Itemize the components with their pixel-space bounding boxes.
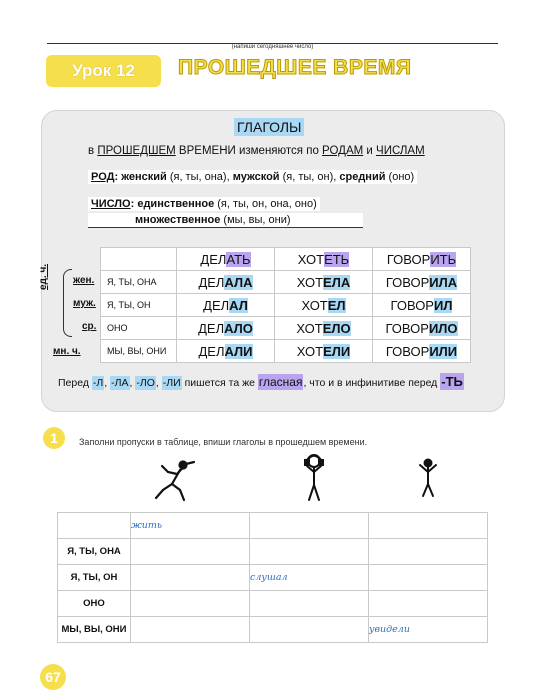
number-plural-pronouns: (мы, вы, они) <box>220 214 291 226</box>
verb-ending: ЕЛА <box>323 274 351 290</box>
infinitive-suffix-badge: -ТЬ <box>441 374 463 389</box>
suffix-badge: -ЛИ <box>162 377 181 389</box>
exercise-table <box>57 512 488 643</box>
verb-stem: ГОВОР <box>385 343 430 359</box>
verb-stem: ХОТ <box>296 343 324 359</box>
answer-cell[interactable]: слушал <box>250 565 369 591</box>
singular-side-label: ед. ч. <box>38 263 49 290</box>
jumping-figure-icon <box>150 458 205 506</box>
gender-masculine: мужской <box>232 171 280 183</box>
table-row <box>101 340 471 363</box>
table-row <box>58 565 488 591</box>
answer-cell[interactable] <box>131 565 250 591</box>
answer-cell[interactable] <box>369 565 488 591</box>
answer-cell[interactable] <box>250 513 369 539</box>
pronoun-cell: ОНО <box>101 317 177 340</box>
table-row <box>101 248 471 271</box>
seeing-figure-icon <box>415 456 441 500</box>
number-plural-line <box>88 213 363 228</box>
verb-ending: АЛО <box>224 320 253 336</box>
number-plural: множественное <box>135 214 221 226</box>
listening-figure-icon <box>297 452 333 504</box>
gender-masculine-pronouns: (я, ты, он), <box>279 171 340 183</box>
verb-stem: ДЕЛ <box>198 274 225 290</box>
vowel-badge: гласная <box>258 375 303 389</box>
verb-ending: ИЛИ <box>429 343 458 359</box>
pronoun-cell <box>58 513 131 539</box>
conjugation-table <box>100 247 471 363</box>
rule-text: ВРЕМЕНИ изменяются по <box>175 145 323 157</box>
verb-cell <box>177 271 275 294</box>
table-row <box>58 591 488 617</box>
answer-cell[interactable] <box>250 539 369 565</box>
verb-cell <box>177 340 275 363</box>
rule-word-numbers: ЧИСЛАМ <box>376 145 425 157</box>
verb-ending: АЛ <box>229 297 248 313</box>
verb-cell <box>373 271 471 294</box>
answer-cell[interactable]: увидели <box>369 617 488 643</box>
brace <box>63 269 72 337</box>
gender-feminine: женский <box>121 171 167 183</box>
verb-cell <box>275 317 373 340</box>
verb-stem: ХОТ <box>301 297 328 313</box>
verb-cell <box>373 317 471 340</box>
number-singular-pronouns: (я, ты, он, она, оно) <box>214 198 317 210</box>
pronoun-cell: Я, ТЫ, ОН <box>101 294 177 317</box>
number-singular-line <box>88 197 320 211</box>
verb-stem: ГОВОР <box>386 251 431 267</box>
verb-cell <box>177 317 275 340</box>
verb-stem: ГОВОР <box>385 274 430 290</box>
suffix-badge: -ЛО <box>136 377 155 389</box>
answer-cell[interactable] <box>250 591 369 617</box>
gender-label: РОД <box>91 171 115 183</box>
page-number: 67 <box>40 664 66 690</box>
verb-ending: АТЬ <box>226 251 251 267</box>
answer-cell[interactable] <box>250 617 369 643</box>
gender-neuter: средний <box>339 171 386 183</box>
gender-line <box>88 170 417 184</box>
pronoun-cell: МЫ, ВЫ, ОНИ <box>58 617 131 643</box>
answer-cell[interactable] <box>131 591 250 617</box>
date-hint: (напиши сегодняшнее число) <box>231 44 314 50</box>
answer-cell[interactable] <box>131 539 250 565</box>
gender-feminine-pronouns: (я, ты, она), <box>166 171 233 183</box>
table-row <box>58 539 488 565</box>
rule-word-past: ПРОШЕДШЕМ <box>97 145 176 157</box>
verb-ending: ЕЛ <box>327 297 346 313</box>
verb-stem: ДЕЛ <box>200 251 227 267</box>
rule-sentence <box>88 145 425 157</box>
verb-cell <box>275 271 373 294</box>
note-text: , что и в инфинитиве перед <box>303 377 441 389</box>
table-header-cell <box>373 248 471 271</box>
exercise-number: 1 <box>43 427 65 449</box>
verb-ending: ИЛО <box>428 320 458 336</box>
rule-word-genders: РОДАМ <box>322 145 364 157</box>
table-row <box>101 317 471 340</box>
table-header-cell <box>177 248 275 271</box>
verb-stem: ДЕЛ <box>203 297 230 313</box>
verb-stem: ДЕЛ <box>198 320 225 336</box>
gender-sep: : <box>114 171 122 183</box>
answer-cell[interactable] <box>131 617 250 643</box>
note-text: пишется та же <box>181 377 258 389</box>
panel-title: ГЛАГОЛЫ <box>234 118 304 136</box>
table-row <box>101 271 471 294</box>
table-row <box>58 513 488 539</box>
rule-text: и <box>363 145 377 157</box>
verb-stem: ХОТ <box>297 251 325 267</box>
verb-stem: ГОВОР <box>385 320 429 336</box>
answer-cell[interactable] <box>369 539 488 565</box>
number-block <box>88 197 363 228</box>
masculine-side-label: муж. <box>73 298 96 309</box>
verb-stem: ДЕЛ <box>198 343 225 359</box>
number-sep: : <box>130 198 138 210</box>
verb-stem: ГОВОР <box>390 297 434 313</box>
table-header-cell <box>275 248 373 271</box>
lesson-title: ПРОШЕДШЕЕ ВРЕМЯ <box>178 56 412 79</box>
verb-cell <box>373 294 471 317</box>
suffix-badge: -ЛА <box>111 377 129 389</box>
answer-cell[interactable] <box>369 513 488 539</box>
pronoun-cell: Я, ТЫ, ОНА <box>58 539 131 565</box>
spelling-note <box>58 374 464 389</box>
answer-cell[interactable] <box>369 591 488 617</box>
pronoun-cell: МЫ, ВЫ, ОНИ <box>101 340 177 363</box>
pronoun-cell: Я, ТЫ, ОНА <box>101 271 177 294</box>
verb-cell <box>177 294 275 317</box>
verb-ending: ЕЛО <box>322 320 351 336</box>
verb-cell <box>275 294 373 317</box>
verb-ending: АЛИ <box>224 343 253 359</box>
verb-ending: АЛА <box>224 274 253 290</box>
verb-ending: ЕЛИ <box>323 343 351 359</box>
verb-cell <box>275 340 373 363</box>
table-row <box>58 617 488 643</box>
note-text: , <box>155 377 162 389</box>
suffix-badge: -Л <box>92 377 104 389</box>
note-text: , <box>129 377 136 389</box>
verb-ending: ИТЬ <box>430 251 457 267</box>
pronoun-cell: Я, ТЫ, ОН <box>58 565 131 591</box>
note-text: Перед <box>58 377 92 389</box>
plural-side-label: мн. ч. <box>53 346 81 357</box>
number-singular: единственное <box>137 198 215 210</box>
lesson-badge: Урок 12 <box>46 55 161 87</box>
neuter-side-label: ср. <box>82 321 97 332</box>
table-row <box>101 294 471 317</box>
verb-stem: ХОТ <box>296 320 323 336</box>
rule-text: в <box>88 145 98 157</box>
answer-cell[interactable]: жить <box>131 513 250 539</box>
verb-ending: ИЛА <box>429 274 458 290</box>
table-corner-cell <box>101 248 177 271</box>
exercise-instruction: Заполни пропуски в таблице, впиши глаголы в прошедшем времени. <box>79 437 368 447</box>
verb-ending: ЕТЬ <box>324 251 350 267</box>
pronoun-cell: ОНО <box>58 591 131 617</box>
verb-stem: ХОТ <box>296 274 324 290</box>
number-label: ЧИСЛО <box>91 198 131 210</box>
feminine-side-label: жен. <box>73 275 95 286</box>
verb-cell <box>373 340 471 363</box>
gender-neuter-pronouns: (оно) <box>385 171 415 183</box>
verb-ending: ИЛ <box>433 297 453 313</box>
note-text: , <box>104 377 111 389</box>
